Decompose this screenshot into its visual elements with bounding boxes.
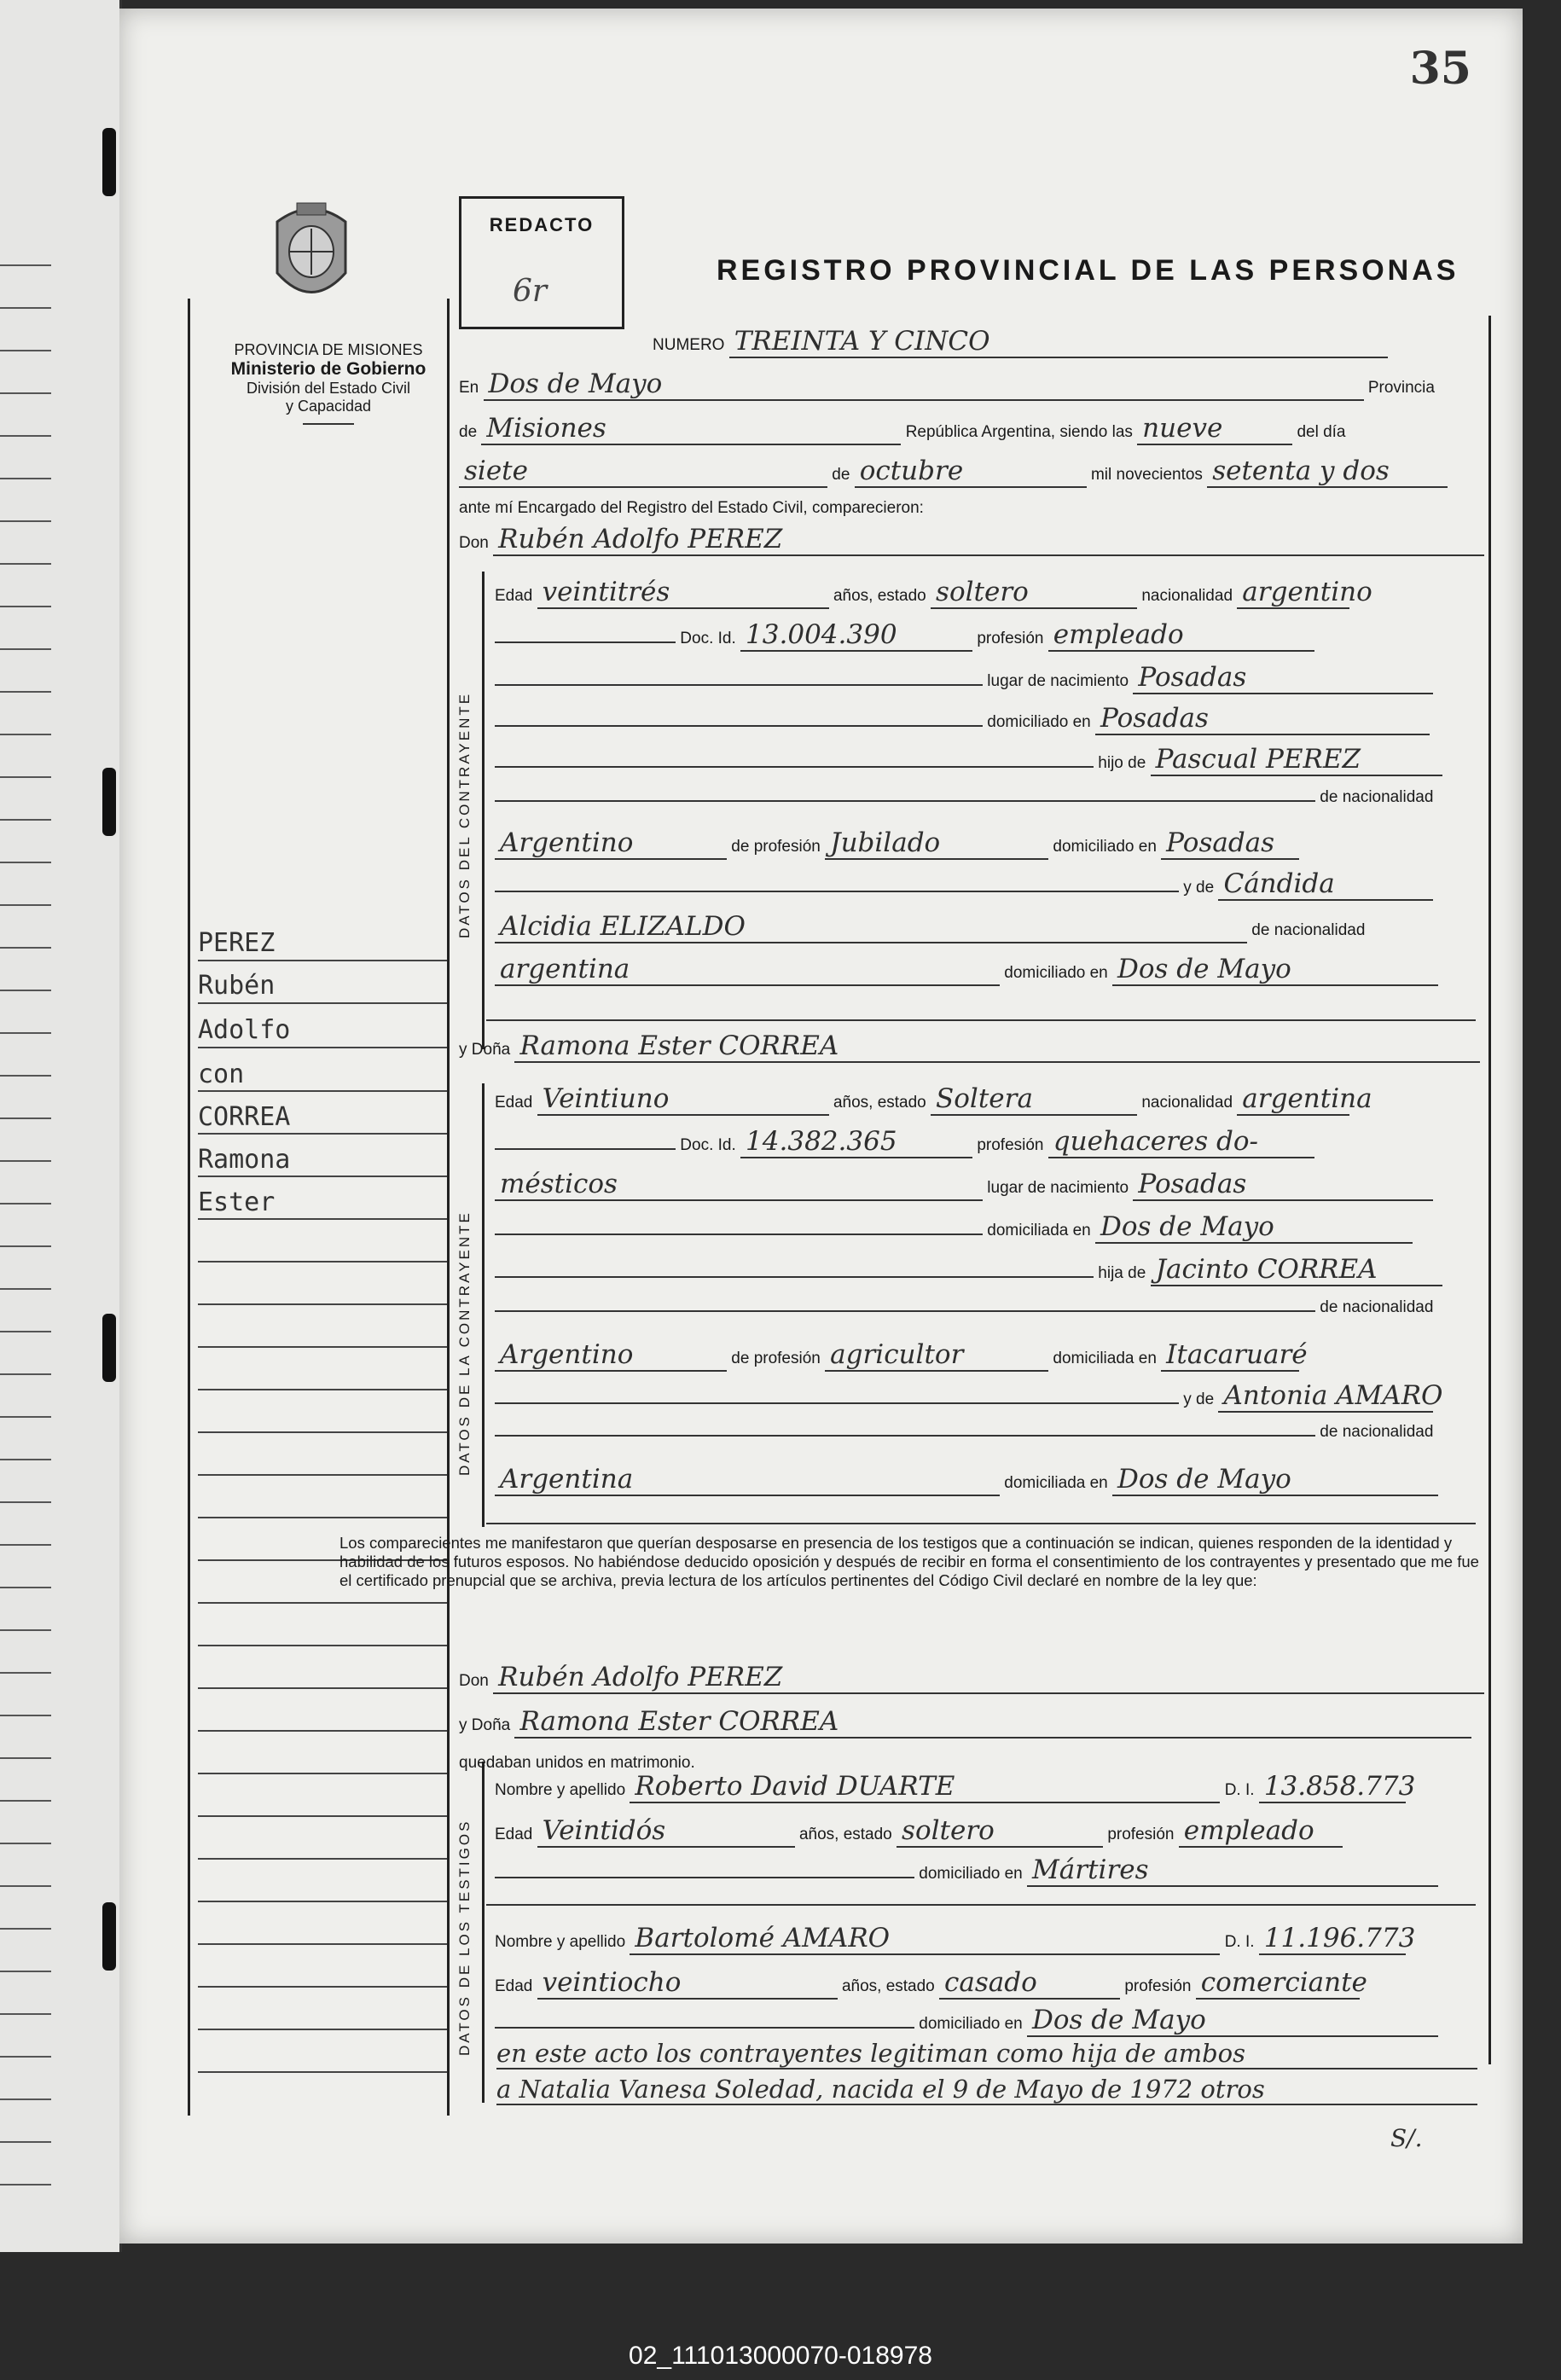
t2-dom-row [495,2005,1438,2037]
dona-label: y Doña [459,1041,511,1059]
binding-tab [102,1902,116,1971]
org-capacity: y Capacidad [285,397,372,415]
decl-dona-label: y Doña [459,1716,511,1734]
t1-anos-label: años, estado [798,1826,892,1843]
c2-madre-nac-label: de nacionalidad [1320,1423,1434,1441]
c2-madre-dom-label: domiciliada en [1004,1474,1108,1492]
c1-padre-value: Pascual PEREZ [1151,744,1442,776]
c2-de-nac-label: de nacionalidad [1320,1298,1434,1316]
hora-value: nueve [1137,413,1292,445]
c2-nac-blank [495,1310,1315,1312]
page-number: 35 [1409,43,1471,95]
c2-padre-value: Jacinto CORREA [1151,1254,1442,1286]
c2-padre-prof-row [495,1339,1308,1372]
section-label-testigos: DATOS DE LOS TESTIGOS [456,1819,473,2056]
ante-row: ante mí Encargado del Registro del Estado Civil, comparecieron: [459,499,924,517]
c2-lugar-label: lugar de nacimiento [987,1179,1129,1197]
c2-edad-row [495,1083,1372,1116]
section3-line [482,1762,485,2103]
form-border-line [447,299,450,2116]
c2-padre-dom-label: domiciliada en [1053,1350,1157,1367]
c1-domicilio-row [495,703,1430,735]
decl-don-value: Rubén Adolfo PEREZ [493,1662,1484,1694]
c2-madre-nac-row [495,1423,1433,1442]
decl-don-label: Don [459,1672,489,1690]
t2-dom-blank [495,2027,914,2029]
c1-hijo-row [495,744,1442,776]
c1-padre-prof-row [495,827,1299,860]
c2-estado-value: Soltera [931,1083,1137,1116]
de-value: Misiones [481,413,901,445]
c2-profesion-value: quehaceres do- [1048,1126,1314,1158]
en-row [459,369,1435,401]
c1-doc-blank [495,641,676,643]
margin-name: con [198,1059,245,1089]
de2-label: de [832,466,850,484]
t1-edad-row [495,1815,1343,1848]
c2-madre-dom-row [495,1464,1438,1496]
c1-edad-label: Edad [495,587,533,605]
c1-nac-blank [495,800,1315,802]
c1-y-de-label: y de [1183,879,1215,897]
c1-madre2-value: Alcidia ELIZALDO [495,911,1247,943]
t1-edad-value: Veintidós [537,1815,795,1848]
coat-of-arms-icon [264,196,358,316]
republica-label: República Argentina, siendo las [905,423,1133,441]
t1-nombre-label: Nombre y apellido [495,1781,626,1799]
c2-doc-label: Doc. Id. [680,1136,736,1154]
c2-madre-nac-blank [495,1435,1315,1437]
t2-dom-label: domiciliado en [919,2015,1023,2033]
c2-anos-label: años, estado [833,1094,926,1112]
t2-di-value: 11.196.773 [1259,1923,1406,1955]
t2-edad-row [495,1967,1367,2000]
c2-padre-prof-value: agricultor [825,1339,1048,1372]
c2-lugar-value: Posadas [1133,1169,1433,1201]
t1-edad-label: Edad [495,1826,533,1843]
c1-estado-value: soltero [931,577,1137,609]
anio-value: setenta y dos [1207,456,1448,488]
dona-row [459,1030,1480,1063]
c1-madre-nac-label: de nacionalidad [1251,921,1366,939]
c2-madre-row [495,1380,1443,1413]
c1-madre-value: Cándida [1218,868,1433,901]
c1-lugar-value: Posadas [1133,662,1433,694]
c2-domicilio-label: domiciliada en [987,1222,1091,1239]
c1-padre-nac-row [495,788,1433,807]
dia-value: siete [459,456,827,488]
unidos-text: quedaban unidos en matrimonio. [459,1754,695,1772]
margin-name: Ramona [198,1145,291,1175]
note-line-2: a Natalia Vanesa Soledad, nacida el 9 de Mayo de 1972 otros [496,2075,1477,2105]
numero-value: TREINTA Y CINCO [729,326,1388,358]
c1-edad-row [495,577,1372,609]
org-header [196,341,461,425]
t1-prof-value: empleado [1179,1815,1343,1848]
t1-dom-value: Mártires [1027,1855,1438,1887]
c1-padre-dom-value: Posadas [1161,827,1299,860]
mes-value: octubre [855,456,1087,488]
t1-dom-row [495,1855,1438,1887]
c1-hijo-blank [495,766,1094,768]
numero-label: NUMERO [653,336,725,354]
c2-nacionalidad-label: nacionalidad [1141,1094,1233,1112]
c2-doc-value: 14.382.365 [740,1126,972,1158]
c2-profesion-value2: mésticos [495,1169,983,1201]
note-line-3: S/. [1390,2124,1423,2152]
binding-tab [102,128,116,196]
c1-doc-row [495,619,1314,652]
t2-dom-value: Dos de Mayo [1027,2005,1438,2037]
c2-hija-row [495,1254,1442,1286]
c2-hija-blank [495,1276,1094,1278]
org-province: PROVINCIA DE MISIONES [234,341,423,358]
c2-madre-value: Antonia AMARO [1218,1380,1433,1413]
c1-madre-blank [495,891,1179,892]
del-dia-label: del día [1297,423,1346,441]
c1-madre-nac-value: argentina [495,954,1000,986]
binding-tab [102,768,116,836]
c2-doc-row [495,1126,1314,1158]
c2-domicilio-row [495,1211,1413,1244]
c2-lugar-row [495,1169,1433,1201]
mil-label: mil novecientos [1090,466,1203,484]
fecha-row [459,456,1448,488]
don-value: Rubén Adolfo PEREZ [493,524,1484,556]
numero-row [653,326,1388,358]
right-border-line [1488,316,1491,2064]
section-label-contrayenta: DATOS DE LA CONTRAYENTE [456,1210,473,1476]
c2-doc-blank [495,1148,676,1150]
c1-profesion-label: profesión [977,630,1044,647]
c2-padre-nac-row [495,1298,1433,1317]
t1-dom-blank [495,1877,914,1878]
c1-nacionalidad-value: argentino [1237,577,1349,609]
c1-lugar-blank [495,684,983,686]
org-ministry: Ministerio de Gobierno [230,358,427,379]
c1-lugar-label: lugar de nacimiento [987,672,1129,690]
c2-domicilio-value: Dos de Mayo [1095,1211,1413,1244]
c1-nacionalidad-label: nacionalidad [1141,587,1233,605]
footer-id: 02_111013000070-018978 [629,2342,932,2370]
decl-don-row [459,1662,1484,1694]
c2-padre-dom-value: Itacaruaré [1161,1339,1299,1372]
page-title: REGISTRO PROVINCIAL DE LAS PERSONAS [717,254,1459,287]
c1-madre-dom-value: Dos de Mayo [1112,954,1438,986]
c1-doc-value: 13.004.390 [740,619,972,652]
margin-name: Adolfo [198,1015,291,1045]
t2-nombre-value: Bartolomé AMARO [630,1923,1220,1955]
t2-nombre-row [495,1923,1416,1955]
decl-dona-value: Ramona Ester CORREA [514,1706,1471,1739]
c2-madre-blank [495,1402,1179,1404]
c1-madre-dom-row [495,954,1438,986]
en-value: Dos de Mayo [484,369,1364,401]
c2-madre-nac-value: Argentina [495,1464,1000,1496]
t2-nombre-label: Nombre y apellido [495,1933,626,1951]
left-margin-line [188,299,190,2116]
de-row [459,413,1346,445]
c1-domicilio-label: domiciliado en [987,713,1091,731]
c2-de-prof-label: de profesión [731,1350,821,1367]
c1-padre-prof-value: Jubilado [825,827,1048,860]
don-row [459,524,1484,556]
t2-anos-label: años, estado [841,1977,935,1995]
c2-y-de-label: y de [1183,1390,1215,1408]
c1-de-nac-label: de nacionalidad [1320,788,1434,806]
c2-madre-dom-value: Dos de Mayo [1112,1464,1438,1496]
en-label: En [459,379,479,397]
de-label: de [459,423,478,441]
don-label: Don [459,534,489,552]
redacto-box [459,196,624,329]
t2-edad-label: Edad [495,1977,533,1995]
c1-lugar-row [495,662,1433,694]
t2-estado-value: casado [939,1967,1120,2000]
c2-edad-value: Veintiuno [537,1083,829,1116]
c1-hijo-label: hijo de [1098,754,1146,772]
t2-edad-value: veintiocho [537,1967,838,2000]
margin-name: Rubén [198,971,276,1001]
c1-padre-dom-label: domiciliado en [1053,838,1157,856]
t1-prof-label: profesión [1107,1826,1175,1843]
t1-dom-label: domiciliado en [919,1865,1023,1883]
t1-di-label: D. I. [1224,1781,1255,1799]
note-line-1: en este acto los contrayentes legitiman como hija de ambos [496,2039,1477,2069]
t2-prof-label: profesión [1124,1977,1192,1995]
margin-name: Ester [198,1187,276,1217]
c1-doc-label: Doc. Id. [680,630,736,647]
c1-profesion-value: empleado [1048,619,1314,652]
t1-nombre-row [495,1771,1416,1803]
binding-tab [102,1314,116,1382]
c1-madre-dom-label: domiciliado en [1004,964,1108,982]
redacto-label: REDACTO [489,214,595,235]
c1-domicilio-value: Posadas [1095,703,1430,735]
c1-edad-value: veintitrés [537,577,829,609]
c2-hija-label: hija de [1098,1264,1146,1282]
c1-de-prof-label: de profesión [731,838,821,856]
redacto-mark: 6r [513,274,548,309]
t1-di-value: 13.858.773 [1259,1771,1406,1803]
org-division: División del Estado Civil [246,379,411,397]
c2-padre-nac-value: Argentino [495,1339,727,1372]
legal-paragraph: Los comparecientes me manifestaron que querían desposarse en presencia de los testigos que a continuación se indican, quienes responden de la identidad y habilidad de los futuros esposos. No habiéndose deducido oposición y después de recibir en forma el consentimiento de los contrayentes y presentado que me fue el certificado prenupcial que se archiva, previa lectura de los artículos pertinentes del Código Civil declaré en nombre de la ley que: [339,1534,1479,1590]
t2-prof-value: comerciante [1196,1967,1360,2000]
margin-name: PEREZ [198,928,276,958]
c1-madre2-row [495,911,1365,943]
section2-line [482,1083,485,1527]
section1-line [482,572,485,1049]
decl-dona-row [459,1706,1471,1739]
c1-dom-blank [495,725,983,727]
register-page [119,9,1523,2244]
c2-edad-label: Edad [495,1094,533,1112]
section-label-contrayente: DATOS DEL CONTRAYENTE [456,691,473,938]
c2-profesion-label: profesión [977,1136,1044,1154]
c2-nacionalidad-value: argentina [1237,1083,1349,1116]
c1-madre-row [495,868,1433,901]
c1-anos-label: años, estado [833,587,926,605]
t2-di-label: D. I. [1224,1933,1255,1951]
c1-padre-nac-value: Argentino [495,827,727,860]
c2-dom-blank [495,1234,983,1235]
margin-name: CORREA [198,1102,291,1132]
t1-nombre-value: Roberto David DUARTE [630,1771,1220,1803]
provincia-label: Provincia [1367,379,1435,397]
t1-estado-value: soltero [897,1815,1103,1848]
dona-value: Ramona Ester CORREA [514,1030,1480,1063]
